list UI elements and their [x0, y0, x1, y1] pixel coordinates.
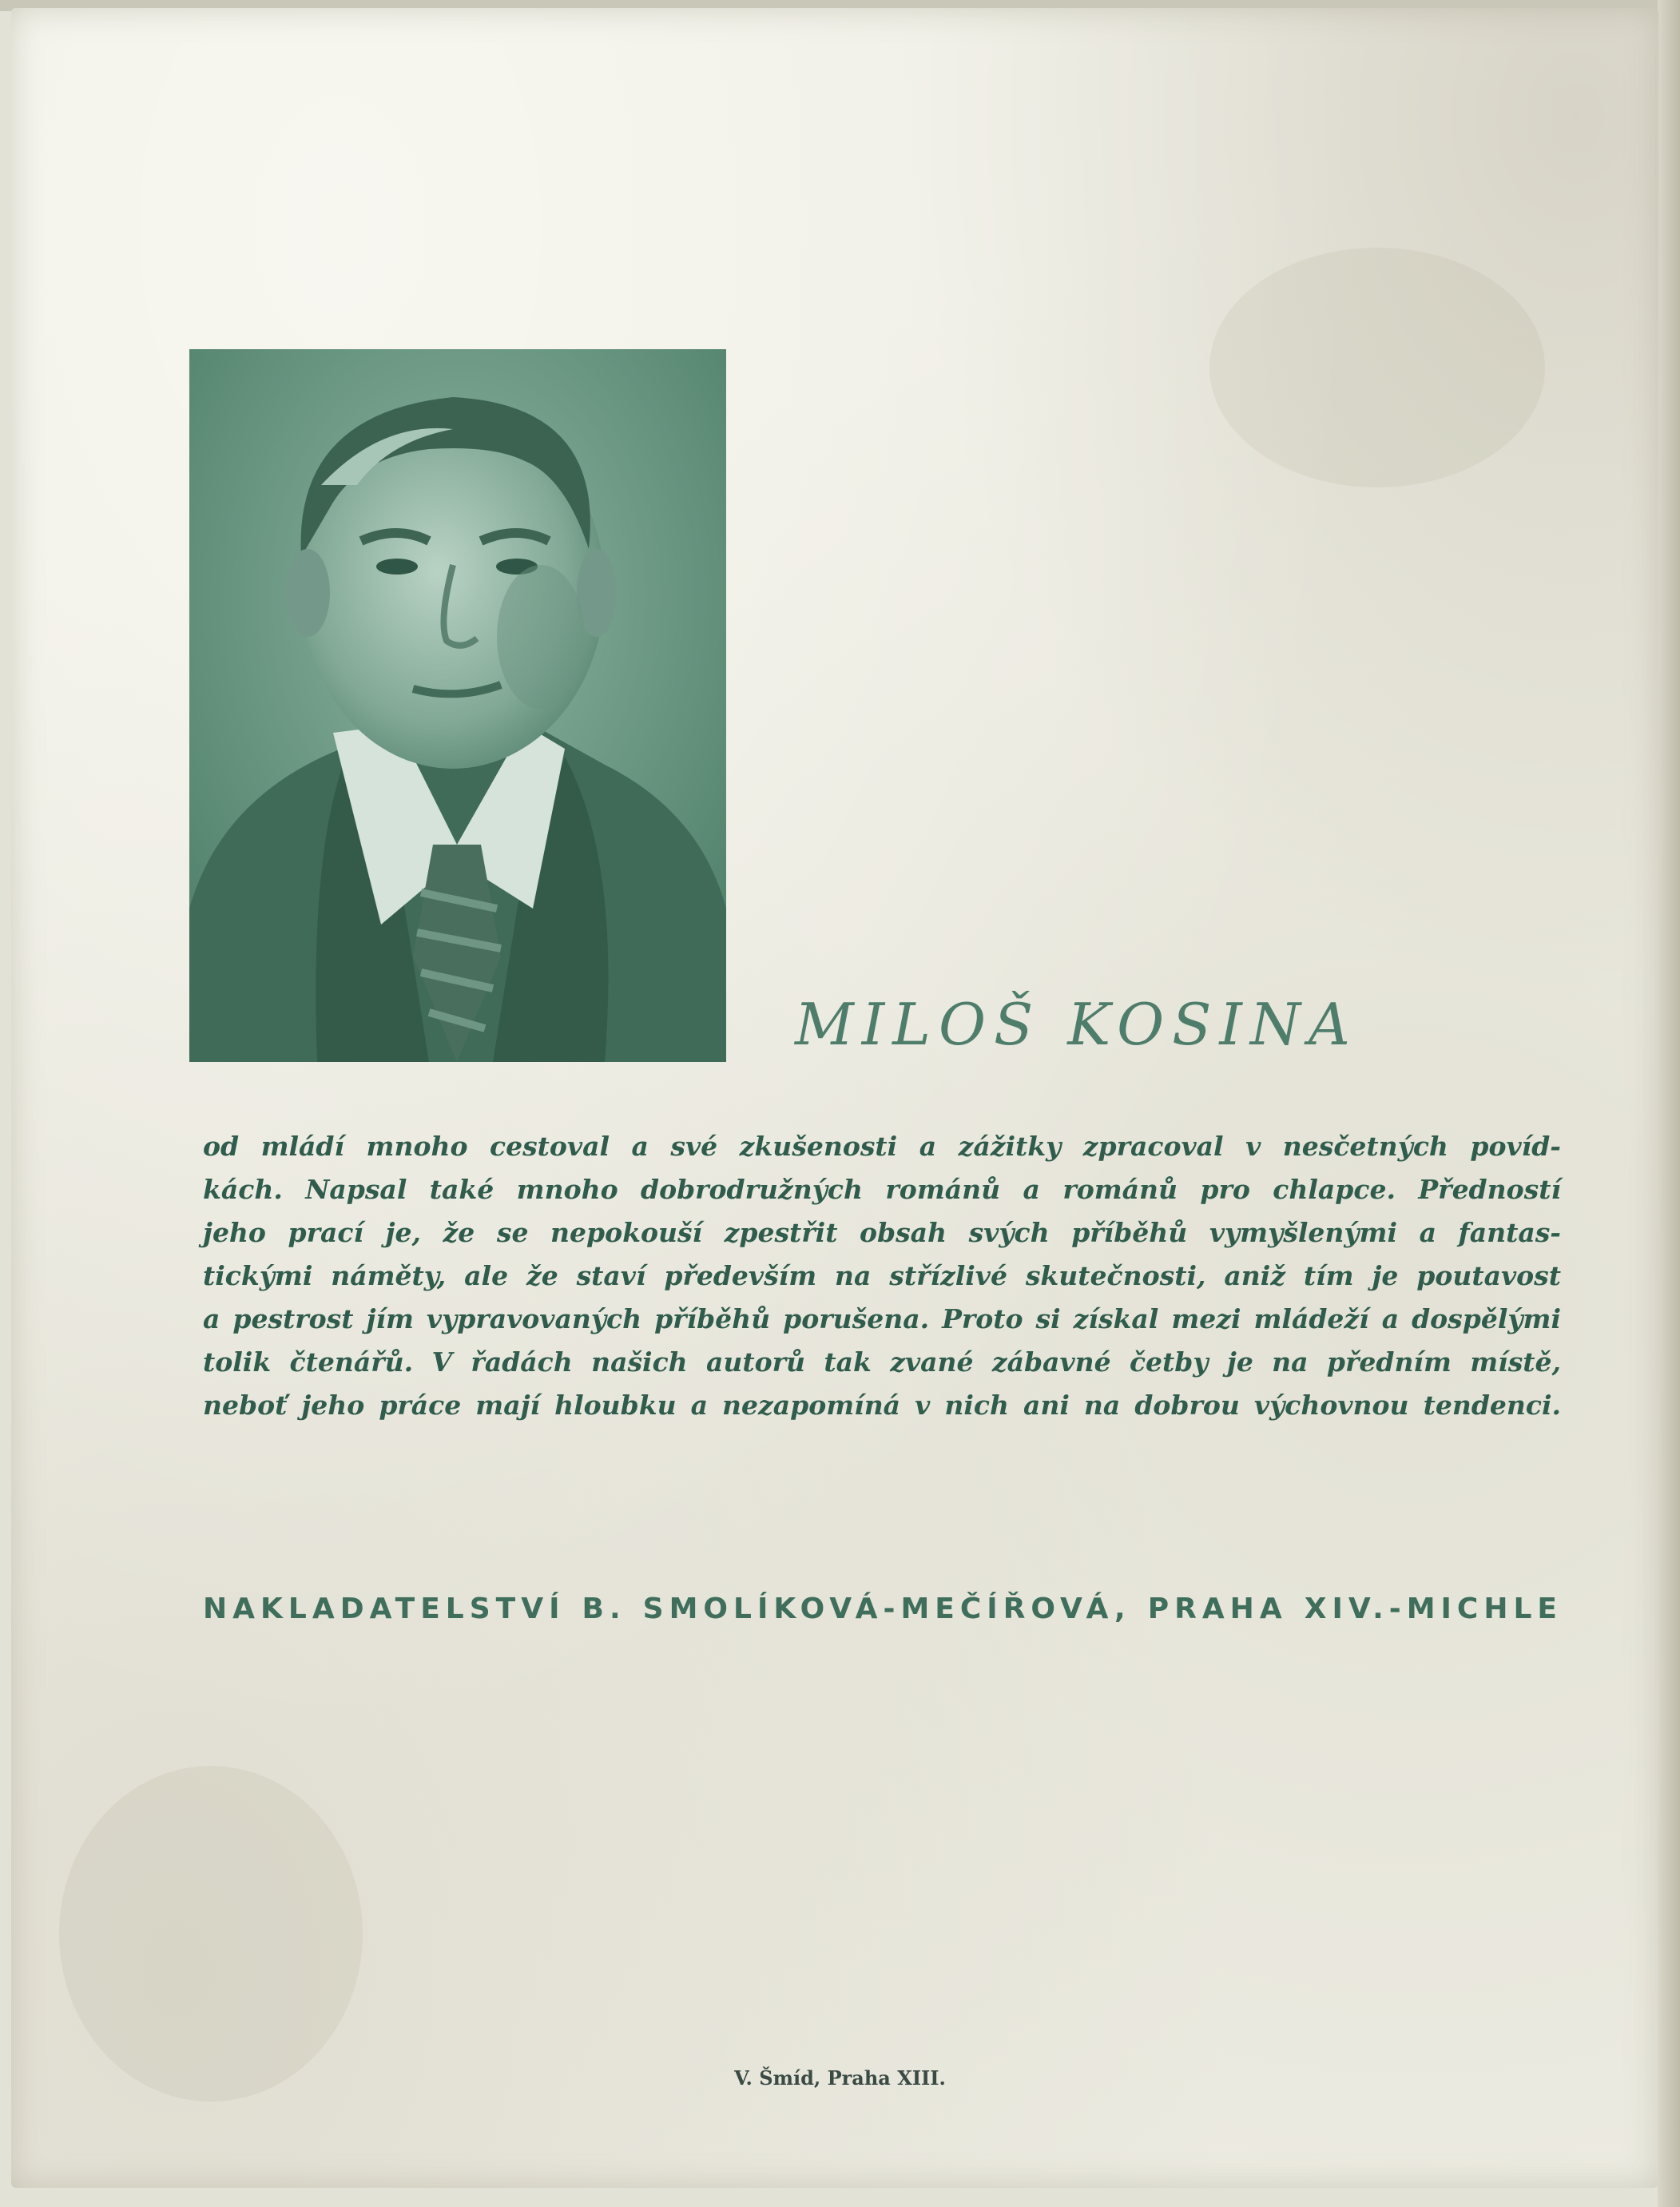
jacket-right-edge: [1658, 0, 1680, 2207]
bio-line: tolik čtenářů. V řadách našich autorů tak zvané zábavné četby je na předním místě,: [203, 1346, 1561, 1378]
author-name: MILOŠ KOSINA: [795, 991, 1358, 1058]
publisher-imprint: NAKLADATELSTVÍ B. SMOLÍKOVÁ-MEČÍŘOVÁ, PRAHA XIV.-MICHLE: [203, 1593, 1563, 1625]
bio-line: od mládí mnoho cestoval a své zkušenosti a zážitky zpracoval v nesčetných povíd-: [203, 1131, 1561, 1162]
bio-line: kách. Napsal také mnoho dobrodružných románů a románů pro chlapce. Předností: [203, 1174, 1561, 1205]
paper-stain: [1209, 248, 1545, 487]
paper-stain: [59, 1766, 363, 2102]
bio-line: tickými náměty, ale že staví především na střízlivé skutečnosti, aniž tím je poutavost: [203, 1260, 1561, 1291]
author-biography: [203, 1125, 1561, 1427]
bio-line: a pestrost jím vypravovaných příběhů porušena. Proto si získal mezi mládeží a dospělými: [203, 1303, 1561, 1334]
book-back-cover: [11, 8, 1658, 2188]
printer-credit: V. Šmíd, Praha XIII.: [734, 2066, 946, 2090]
bio-line: neboť jeho práce mají hloubku a nezapomíná v nich ani na dobrou výchovnou tendenci.: [203, 1390, 1561, 1421]
author-portrait: [189, 349, 726, 1062]
portrait-illustration: [189, 349, 726, 1062]
bio-line: jeho prací je, že se nepokouší zpestřit obsah svých příběhů vymyšlenými a fantas-: [203, 1217, 1561, 1248]
